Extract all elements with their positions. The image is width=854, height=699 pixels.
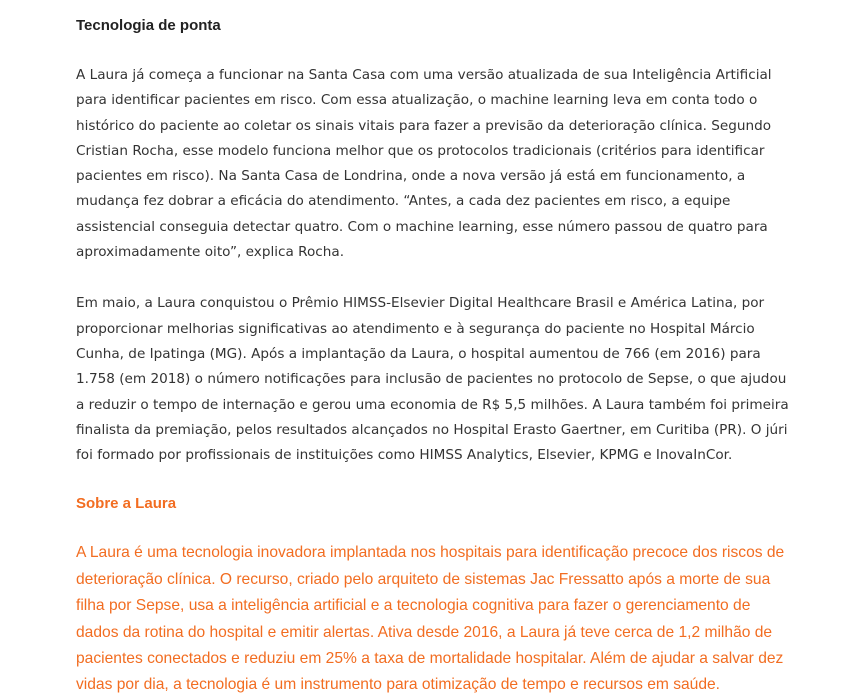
paragraph-santa-casa: A Laura já começa a funcionar na Santa Casa com uma versão atualizada de sua Inteligência Artificial para identificar pacientes em risco. Com essa atualização, o machine learning leva em conta todo o histórico do paciente ao coletar os sinais vitais para fazer a previsão da deterioração clínica. Segundo Cristian Rocha, esse modelo funciona melhor que os protocolos tradicionais (critérios para identificar pacientes em risco). Na Santa Casa de Londrina, onde a nova versão já está em funcionamento, a mudança fez dobrar a eficácia do atendimento. “Antes, a cada dez pacientes em risco, a equipe assistencial conseguia detectar quatro. Com o machine learning, esse número passou de quatro para aproximadamente oito”, explica Rocha. bbox=[76, 67, 772, 261]
paragraph-premio-himss: Em maio, a Laura conquistou o Prêmio HIMSS-Elsevier Digital Healthcare Brasil e América Latina, por proporcionar melhorias significativas ao atendimento e à segurança do paciente no Hospital Márcio Cunha, de Ipatinga (MG). Após a implantação da Laura, o hospital aumentou de 766 (em 2016) para 1.758 (em 2018) o número notificações para inclusão de pacientes no protocolo de Sepse, o que ajudou a reduzir o tempo de internação e gerou uma economia de R$ 5,5 milhões. A Laura também foi primeira finalista da premiação, pelos resultados alcançados no Hospital Erasto Gaertner, em Curitiba (PR). O júri foi formado por profissionais de instituições como HIMSS Analytics, Elsevier, KPMG e InovaInCor. bbox=[76, 295, 789, 464]
about-paragraph: A Laura é uma tecnologia inovadora implantada nos hospitais para identificação precoce dos riscos de deterioração clínica. O recurso, criado pelo arquiteto de sistemas Jac Fressatto após a morte de sua filha por Sepse, usa a inteligência artificial e a tecnologia cognitiva para fazer o gerenciamento de dados da rotina do hospital e emitir alertas. Ativa desde 2016, a Laura já teve cerca de 1,2 milhão de pacientes conectados e reduziu em 25% a taxa de mortalidade hospitalar. Além de ajudar a salvar dez vidas por dia, a tecnologia é um instrumento para otimização de tempo e recursos em saúde. bbox=[76, 544, 785, 694]
section-heading: Tecnologia de ponta bbox=[76, 17, 221, 34]
article-body bbox=[76, 0, 792, 699]
about-heading: Sobre a Laura bbox=[76, 495, 177, 513]
